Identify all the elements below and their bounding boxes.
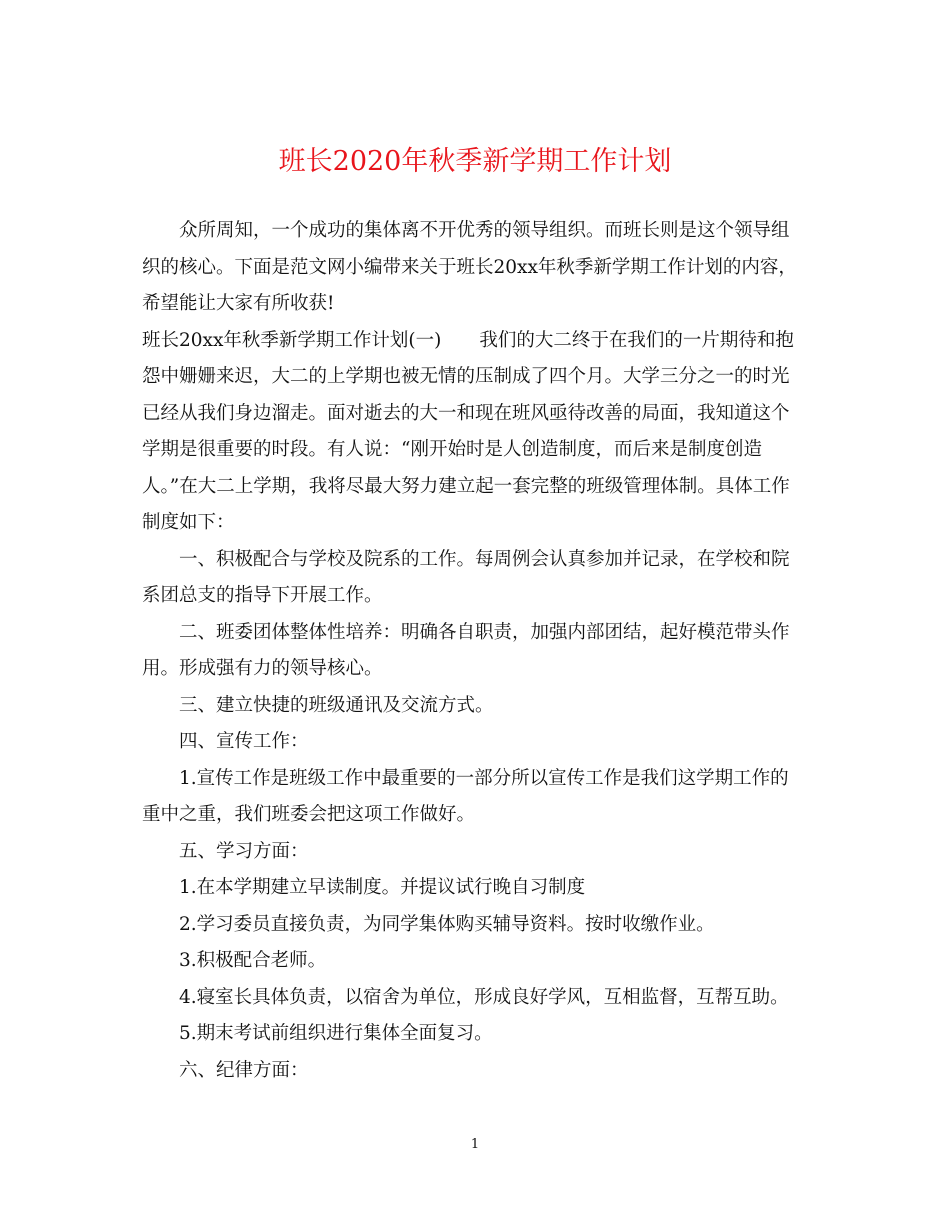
paragraph-line: 1.宣传工作是班级工作中最重要的一部分所以宣传工作是我们这学期工作的 [179, 768, 789, 789]
section-heading: 五、学习方面： [179, 841, 309, 862]
paragraph-line: 用。形成强有力的领导核心。 [142, 658, 383, 679]
section-heading: 班长20xx年秋季新学期工作计划(一) [142, 330, 442, 351]
paragraph-line: 希望能让大家有所收获! [142, 293, 335, 314]
paragraph-line: 制度如下： [142, 512, 235, 533]
section-heading: 六、纪律方面： [179, 1060, 309, 1081]
page-number: 1 [470, 1137, 480, 1152]
paragraph-line: 二、班委团体整体性培养：明确各自职责，加强内部团结，起好模范带头作 [179, 622, 790, 643]
paragraph-line: 织的核心。下面是范文网小编带来关于班长20xx年秋季新学期工作计划的内容， [142, 257, 797, 278]
paragraph-line: 系团总支的指导下开展工作。 [142, 585, 383, 606]
paragraph-line: 怨中姗姗来迟，大二的上学期也被无情的压制成了四个月。大学三分之一的时光 [142, 366, 790, 387]
paragraph-line: 众所周知，一个成功的集体离不开优秀的领导组织。而班长则是这个领导组 [179, 220, 790, 241]
paragraph-line: 人。”在大二上学期，我将尽最大努力建立起一套完整的班级管理体制。具体工作 [142, 476, 790, 497]
paragraph-line: 已经从我们身边溜走。面对逝去的大一和现在班风亟待改善的局面，我知道这个 [142, 403, 790, 424]
list-item: 2.学习委员直接负责，为同学集体购买辅导资料。按时收缴作业。 [179, 914, 715, 935]
paragraph-line: 三、建立快捷的班级通讯及交流方式。 [179, 695, 494, 716]
list-item: 4.寝室长具体负责，以宿舍为单位，形成良好学风，互相监督，互帮互助。 [179, 987, 789, 1008]
paragraph-line: 重中之重，我们班委会把这项工作做好。 [142, 804, 476, 825]
paragraph-line: 我们的大二终于在我们的一片期待和抱 [479, 330, 794, 351]
list-item: 1.在本学期建立早读制度。并提议试行晚自习制度 [179, 877, 586, 898]
section-heading: 四、宣传工作： [179, 731, 309, 752]
list-item: 5.期末考试前组织进行集体全面复习。 [179, 1023, 493, 1044]
list-item: 3.积极配合老师。 [179, 950, 327, 971]
paragraph-line: 学期是很重要的时段。有人说：“刚开始时是人创造制度，而后来是制度创造 [142, 439, 762, 460]
paragraph-line: 一、积极配合与学校及院系的工作。每周例会认真参加并记录，在学校和院 [179, 549, 790, 570]
subtitle-line [142, 327, 794, 355]
document-title: 班长2020年秋季新学期工作计划 [278, 146, 672, 177]
